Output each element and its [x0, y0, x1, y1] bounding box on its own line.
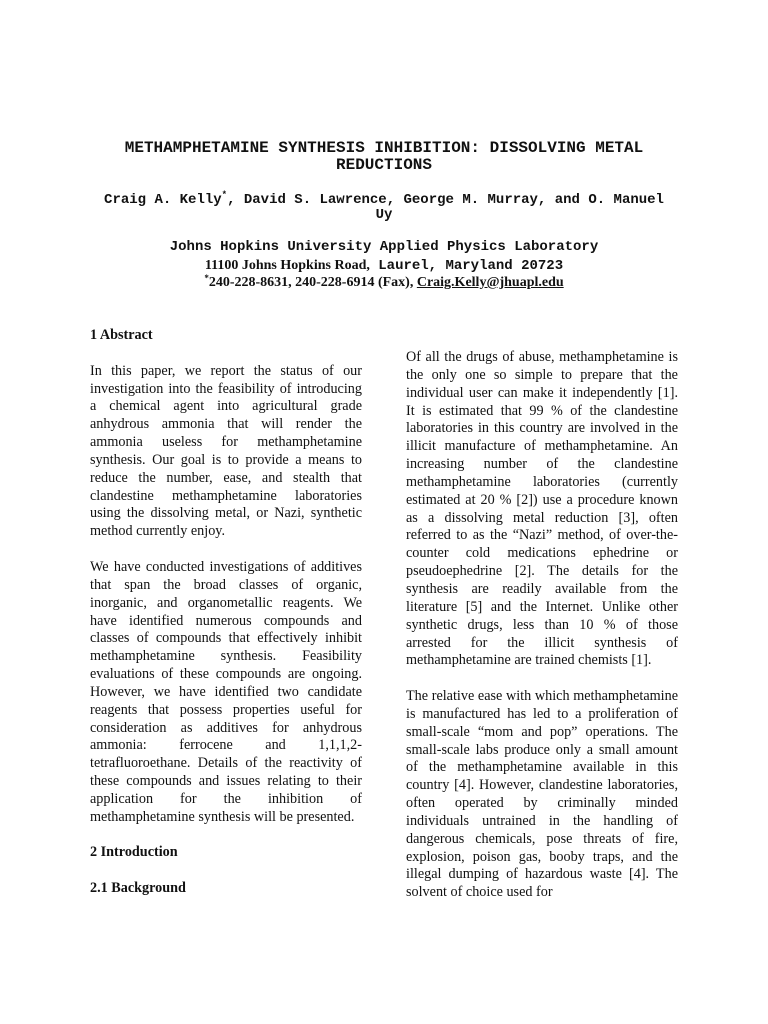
- corresponding-author-mark: *: [221, 190, 228, 200]
- left-column: [90, 327, 362, 916]
- introduction-heading: 2 Introduction: [90, 844, 178, 861]
- author-kelly: Craig A. Kelly: [104, 192, 222, 208]
- abstract-paragraph-2: We have conducted investigations of additives that span the broad classes of organic, inorganic, and organometallic reagents. We have identified numerous compounds and classes of compounds that effectively inhibit methamphetamine synthesis. Feasibility evaluations of these compounds are ongoing. However, we have identified two candidate reagents that possess properties useful for consideration as additives for anhydrous ammonia: ferrocene and 1,1,1,2-tetrafluoroethane. Details of the reactivity of these compounds and issues relating to their application for the inhibition of methamphetamine synthesis will be presented.: [90, 558, 362, 825]
- other-authors: , David S. Lawrence, George M. Murray, and O. Manuel Uy: [227, 192, 664, 223]
- right-column: [406, 349, 678, 920]
- author-list: [100, 190, 668, 223]
- abstract-heading: 1 Abstract: [90, 327, 153, 343]
- background-heading: 2.1 Background: [90, 880, 186, 897]
- address-city: Laurel, Maryland 20723: [369, 258, 564, 274]
- contact-email-link[interactable]: Craig.Kelly@jhuapl.edu: [416, 275, 564, 290]
- address-street: 11100 Johns Hopkins Road,: [204, 258, 370, 273]
- background-paragraph-2: The relative ease with which methamphetamine is manufactured has led to a proliferation of small-scale “mom and pop” operations. The small-scale labs produce only a small amount of the methamphetamine available in this country [4]. However, clandestine laboratories, often operated by criminally minded individuals untrained in the handling of dangerous chemicals, pose threats of fire, explosion, poison gas, booby traps, and the illegal dumping of hazardous waste [4]. The solvent of choice used for: [406, 688, 678, 901]
- affiliation: Johns Hopkins University Applied Physics Laboratory: [169, 239, 599, 255]
- abstract-paragraph-1: In this paper, we report the status of our investigation into the feasibility of introducing a chemical agent into agricultural grade anhydrous ammonia that will render the ammonia useless for methamphetamine synthesis. Our goal is to provide a means to reduce the number, ease, and stealth that clandestine methamphetamine laboratories using the dissolving metal, or Nazi, synthetic method currently enjoy.: [90, 362, 362, 540]
- paper-title: METHAMPHETAMINE SYNTHESIS INHIBITION: DISSOLVING METAL REDUCTIONS: [124, 139, 644, 174]
- contact-phones: 240-228-8631, 240-228-6914 (Fax),: [208, 275, 417, 290]
- contact-line: [100, 274, 668, 291]
- contact-mark: *: [204, 273, 209, 283]
- address: [100, 257, 668, 275]
- background-paragraph-1: Of all the drugs of abuse, methamphetamine is the only one so simple to prepare that the individual user can make it independently [1]. It is estimated that 99 % of the clandestine laboratories in this country are involved in the illicit manufacture of methamphetamine. An increasing number of the clandestine methamphetamine laboratories (currently estimated at 20 % [2]) use a procedure known as a dissolving metal reduction [3], often referred to as the “Nazi” method, of over-the-counter cold medications ephedrine or pseudoephedrine [2]. The details for the synthesis are readily available from the literature [5] and the Internet. Unlike other synthetic drugs, less than 10 % of those arrested for the illicit synthesis of methamphetamine are trained chemists [1].: [406, 349, 678, 669]
